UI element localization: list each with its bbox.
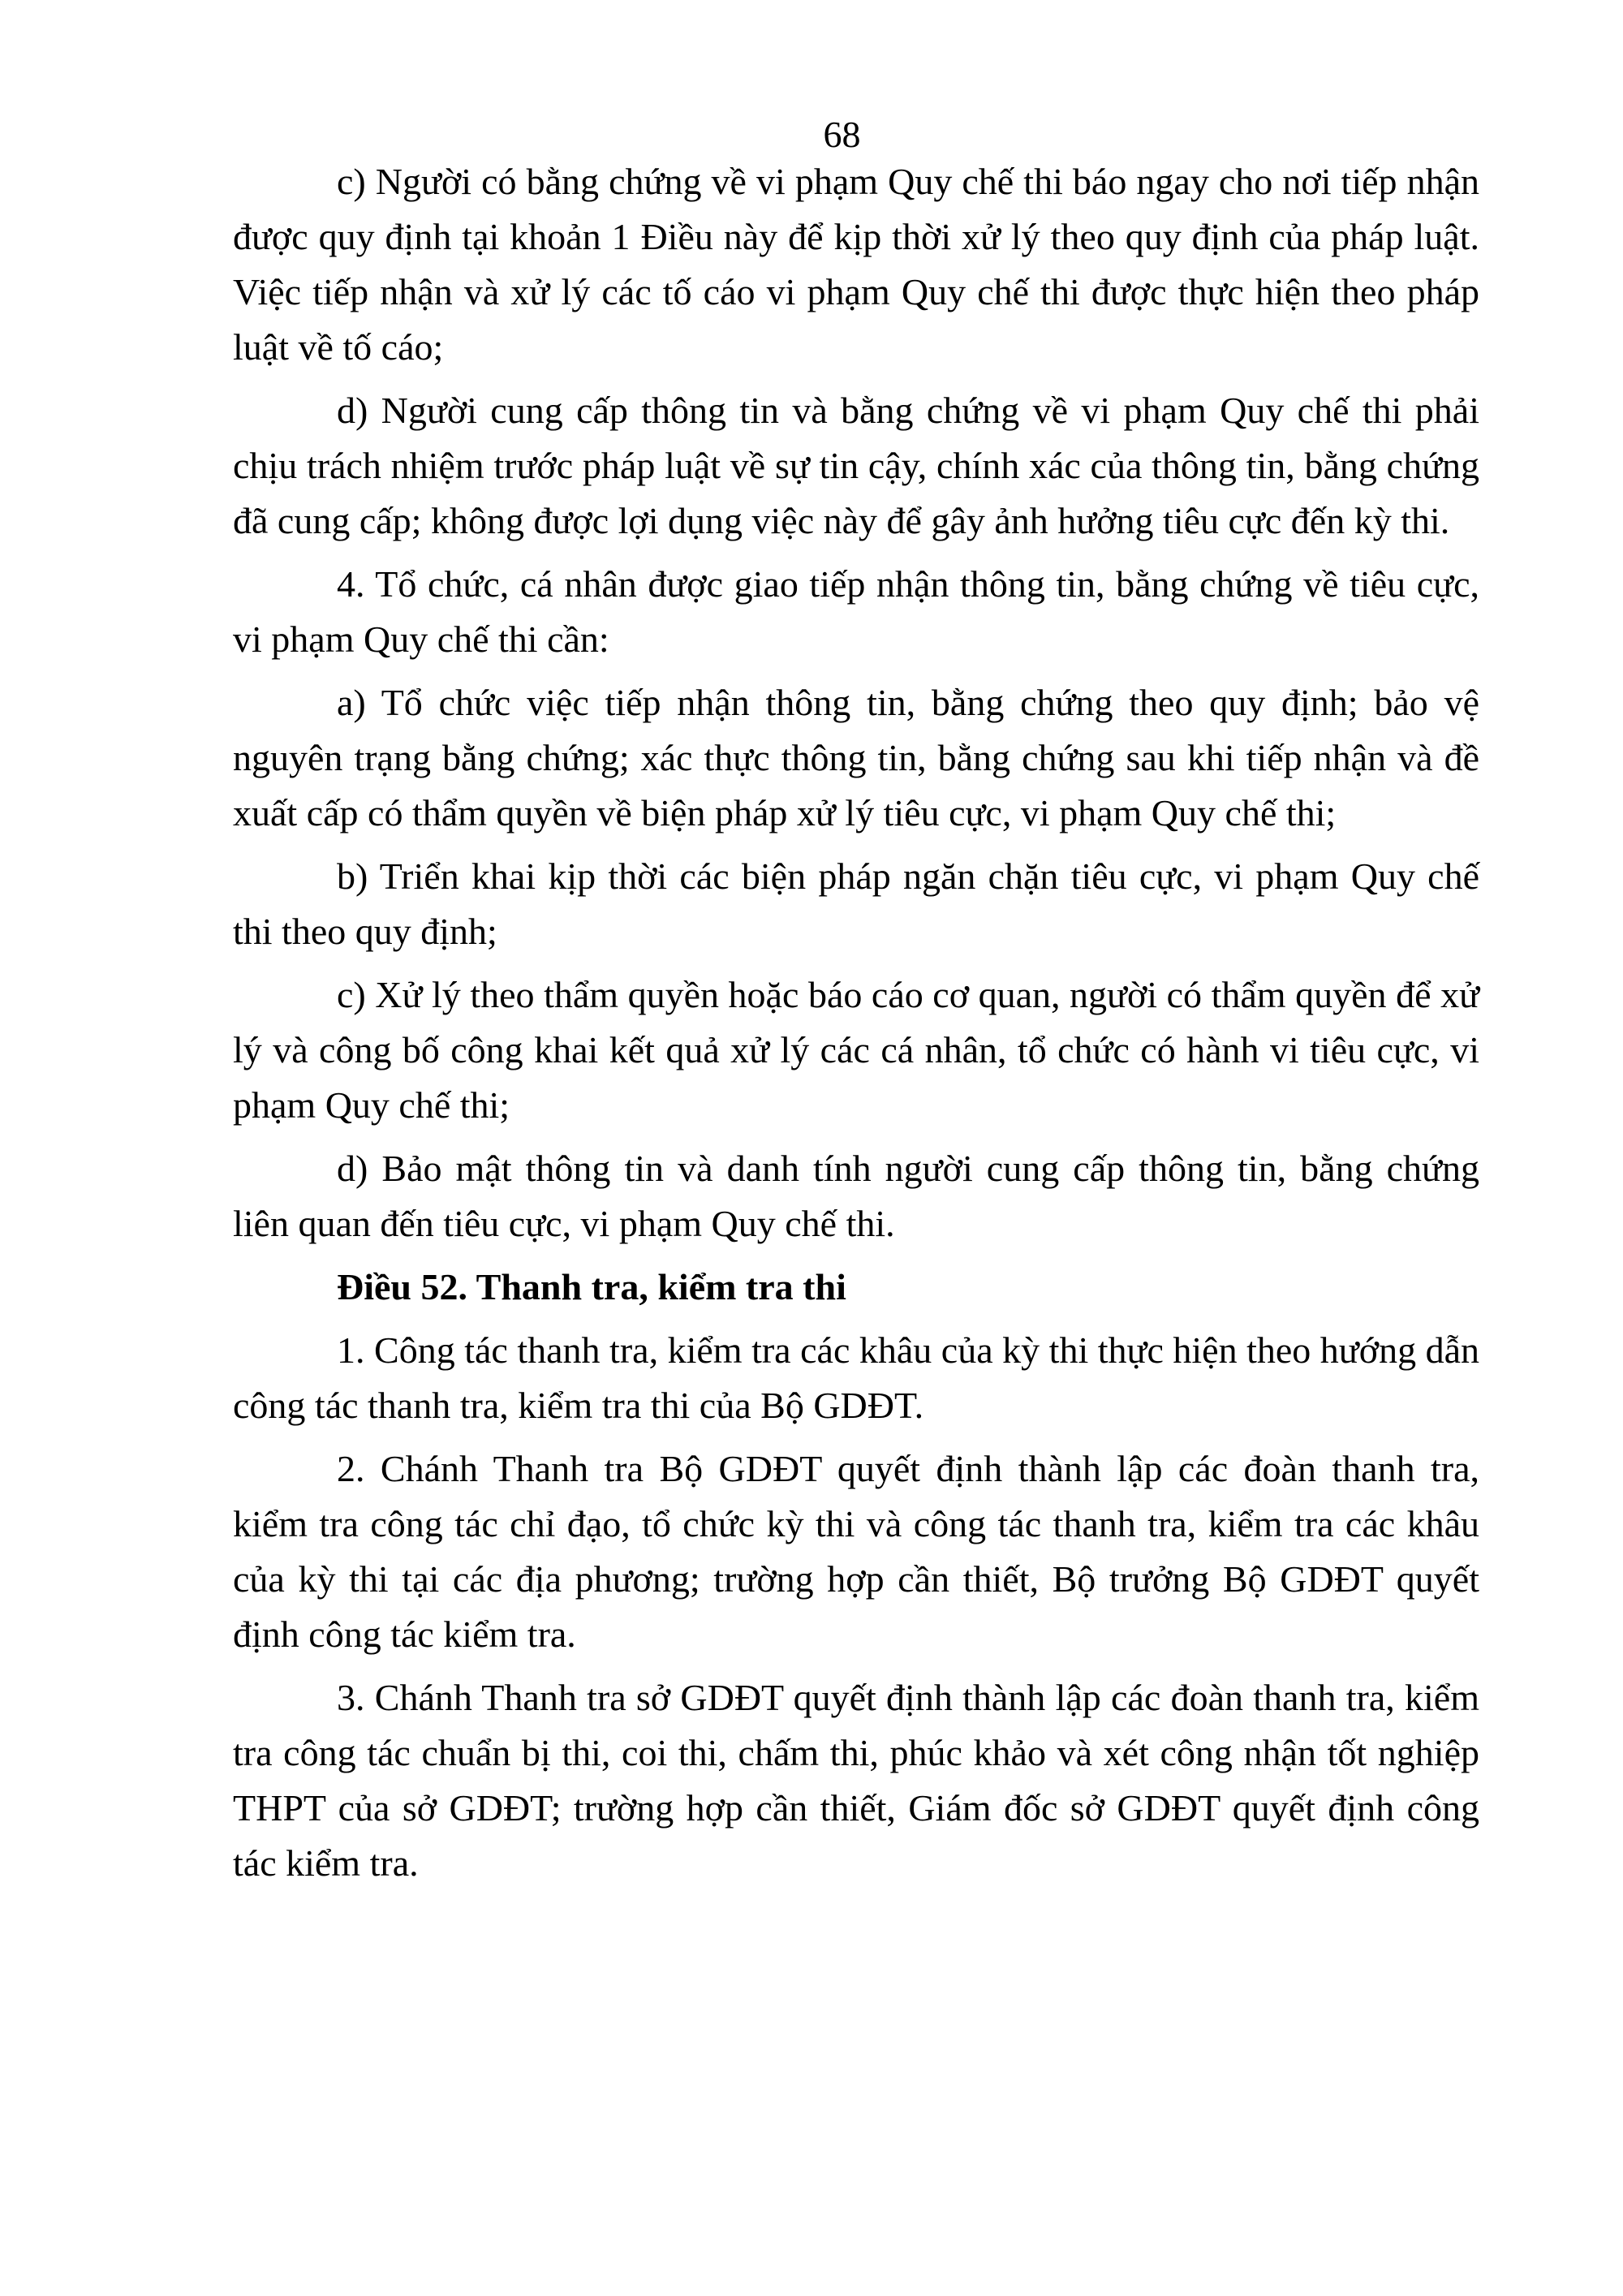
document-body <box>233 154 1479 1899</box>
paragraph-4b: b) Triển khai kịp thời các biện pháp ngăn chặn tiêu cực, vi phạm Quy chế thi theo quy định; <box>233 855 1479 952</box>
article-clause-3: 3. Chánh Thanh tra sở GDĐT quyết định thành lập các đoàn thanh tra, kiểm tra công tác chuẩn bị thi, coi thi, chấm thi, phúc khảo và xét công nhận tốt nghiệp THPT của sở GDĐT; trường hợp cần thiết, Giám đốc sở GDĐT quyết định công tác kiểm tra. <box>233 1677 1479 1884</box>
paragraph-3d: d) Người cung cấp thông tin và bằng chứng về vi phạm Quy chế thi phải chịu trách nhiệm trước pháp luật về sự tin cậy, chính xác của thông tin, bằng chứng đã cung cấp; không được lợi dụng việc này để gây ảnh hưởng tiêu cực đến kỳ thi. <box>233 390 1479 541</box>
article-heading: Điều 52. Thanh tra, kiểm tra thi <box>337 1266 846 1307</box>
article-clause-2: 2. Chánh Thanh tra Bộ GDĐT quyết định thành lập các đoàn thanh tra, kiểm tra công tác chỉ đạo, tổ chức kỳ thi và công tác thanh tra, kiểm tra các khâu của kỳ thi tại các địa phương; trường hợp cần thiết, Bộ trưởng Bộ GDĐT quyết định công tác kiểm tra. <box>233 1448 1479 1655</box>
paragraph-3c: c) Người có bằng chứng về vi phạm Quy chế thi báo ngay cho nơi tiếp nhận được quy định tại khoản 1 Điều này để kịp thời xử lý theo quy định của pháp luật. Việc tiếp nhận và xử lý các tố cáo vi phạm Quy chế thi được thực hiện theo pháp luật về tố cáo; <box>233 161 1479 368</box>
paragraph-4: 4. Tổ chức, cá nhân được giao tiếp nhận thông tin, bằng chứng về tiêu cực, vi phạm Quy chế thi cần: <box>233 563 1479 660</box>
article-clause-1: 1. Công tác thanh tra, kiểm tra các khâu của kỳ thi thực hiện theo hướng dẫn công tác thanh tra, kiểm tra thi của Bộ GDĐT. <box>233 1329 1479 1426</box>
paragraph-4c: c) Xử lý theo thẩm quyền hoặc báo cáo cơ quan, người có thẩm quyền để xử lý và công bố công khai kết quả xử lý các cá nhân, tổ chức có hành vi tiêu cực, vi phạm Quy chế thi; <box>233 974 1479 1126</box>
paragraph-4a: a) Tổ chức việc tiếp nhận thông tin, bằng chứng theo quy định; bảo vệ nguyên trạng bằng chứng; xác thực thông tin, bằng chứng sau khi tiếp nhận và đề xuất cấp có thẩm quyền về biện pháp xử lý tiêu cực, vi phạm Quy chế thi; <box>233 682 1479 834</box>
paragraph-4d: d) Bảo mật thông tin và danh tính người cung cấp thông tin, bằng chứng liên quan đến tiêu cực, vi phạm Quy chế thi. <box>233 1148 1479 1244</box>
page-number: 68 <box>823 114 861 155</box>
